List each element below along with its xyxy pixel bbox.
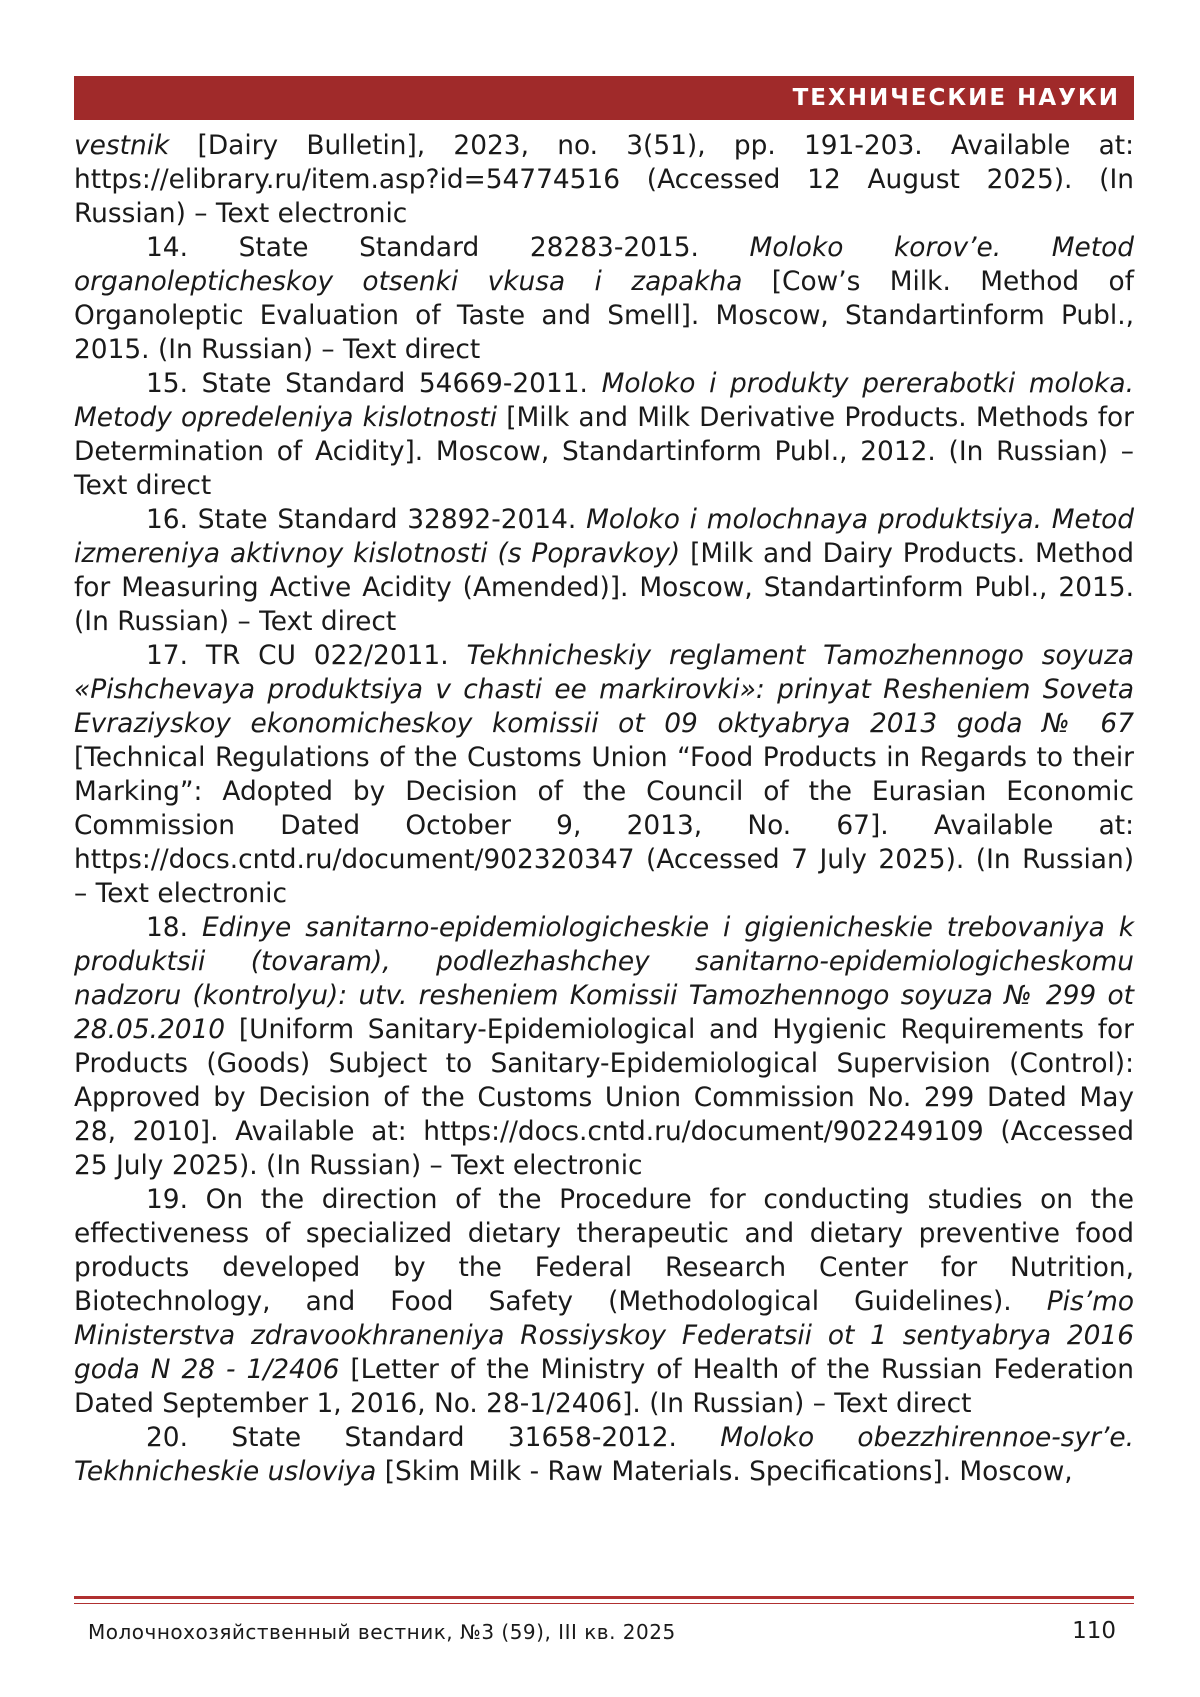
reference-lead: TR CU 022/2011.	[187, 640, 467, 671]
reference-title-italic: Moloko i molochnaya produktsiya. Metod izmereniya aktivnoy kislotnosti (s Popravkoy)	[74, 504, 1134, 569]
reference-lead: State Standard 31658-2012.	[187, 1422, 721, 1453]
reference-lead	[188, 912, 202, 943]
reference-number: 17.	[146, 640, 188, 671]
reference-item-20	[74, 1421, 1134, 1489]
reference-item-18	[74, 911, 1134, 1183]
footer-divider-thick	[74, 1596, 1134, 1599]
reference-details: [Cow’s Milk. Method of Organoleptic Evaluation of Taste and Smell]. Moscow, Standartinform Publ., 2015. (In Russian) – Text direct	[74, 266, 1134, 365]
reference-details: [Letter of the Ministry of Health of the Russian Federation Dated September 1, 2016, No. 28-1/2406]. (In Russian) – Text direct	[74, 1354, 1134, 1419]
reference-title-italic: vestnik	[74, 130, 170, 161]
footer-journal-name: Молочнохозяйственный вестник, №3 (59), III кв. 2025	[88, 1620, 676, 1644]
reference-title-italic: Tekhnicheskiy reglament Tamozhennogo soyuza «Pishchevaya produktsiya v chasti ee markirovki»: prinyat Resheniem Soveta Evraziyskoy ekonomicheskoy komissii ot 09 oktyabrya 2013 goda № 67	[74, 640, 1134, 739]
reference-item-19	[74, 1183, 1134, 1421]
reference-item-15	[74, 367, 1134, 503]
reference-number: 16.	[146, 504, 188, 535]
reference-continuation	[74, 129, 1134, 231]
section-header-band	[74, 76, 1134, 120]
page-number: 110	[1072, 1618, 1116, 1644]
reference-number: 20.	[146, 1422, 188, 1453]
footer-divider-thin	[74, 1603, 1134, 1604]
reference-title-italic: Moloko obezzhirennoe-syr’e. Tekhnicheskie usloviya	[74, 1422, 1134, 1487]
reference-number: 14.	[146, 232, 188, 263]
reference-lead: State Standard 54669-2011.	[187, 368, 602, 399]
reference-details: [Uniform Sanitary-Epidemiological and Hygienic Requirements for Products (Goods) Subject to Sanitary-Epidemiological Supervision (Control): Approved by Decision of the Customs Union Commission No. 299 Dated May 28, 2010]. Available at: https://docs.cntd.ru/document/902249109 (Accessed 25 July 2025). (In Russian) – Text electronic	[74, 1014, 1134, 1181]
reference-details: [Dairy Bulletin], 2023, no. 3(51), pp. 191-203. Available at: https://elibrary.ru/item.asp?id=54774516 (Accessed 12 August 2025). (In Russian) – Text electronic	[74, 130, 1134, 229]
reference-details: [Milk and Milk Derivative Products. Methods for Determination of Acidity]. Moscow, Standartinform Publ., 2012. (In Russian) – Text direct	[74, 402, 1134, 501]
reference-details: [Technical Regulations of the Customs Union “Food Products in Regards to their Marking”: Adopted by Decision of the Council of the Eurasian Economic Commission Dated October 9, 2013, No. 67]. Available at: https://docs.cntd.ru/document/902320347 (Accessed 7 July 2025). (In Russian) – Text electronic	[74, 742, 1134, 909]
reference-number: 18.	[146, 912, 188, 943]
reference-details: [Skim Milk - Raw Materials. Specifications]. Moscow,	[376, 1456, 1073, 1487]
references-list	[74, 129, 1134, 1489]
reference-lead: State Standard 32892-2014.	[187, 504, 587, 535]
reference-number: 19.	[146, 1184, 188, 1215]
reference-item-14	[74, 231, 1134, 367]
reference-title-italic: Moloko korov’e. Metod organolepticheskoy otsenki vkusa i zapakha	[74, 232, 1134, 297]
reference-number: 15.	[146, 368, 188, 399]
reference-title-italic: Pis’mo Ministerstva zdravookhraneniya Rossiyskoy Federatsii ot 1 sentyabrya 2016 goda N 28 - 1/2406	[74, 1286, 1134, 1385]
reference-title-italic: Moloko i produkty pererabotki moloka. Metody opredeleniya kislotnosti	[74, 368, 1134, 433]
reference-details: [Milk and Dairy Products. Method for Measuring Active Acidity (Amended)]. Moscow, Standartinform Publ., 2015. (In Russian) – Text direct	[74, 538, 1134, 637]
reference-lead: On the direction of the Procedure for conducting studies on the effectiveness of specialized dietary therapeutic and dietary preventive food products developed by the Federal Research Center for Nutrition, Biotechnology, and Food Safety (Methodological Guidelines).	[74, 1184, 1134, 1317]
reference-item-17	[74, 639, 1134, 911]
reference-item-16	[74, 503, 1134, 639]
reference-title-italic: Edinye sanitarno-epidemiologicheskie i gigienicheskie trebovaniya k produktsii (tovaram), podlezhashchey sanitarno-epidemiologicheskomu nadzoru (kontrolyu): utv. resheniem Komissii Tamozhennogo soyuza № 299 ot 28.05.2010	[74, 912, 1135, 1045]
section-title: ТЕХНИЧЕСКИЕ НАУКИ	[792, 85, 1120, 111]
reference-lead: State Standard 28283-2015.	[187, 232, 750, 263]
